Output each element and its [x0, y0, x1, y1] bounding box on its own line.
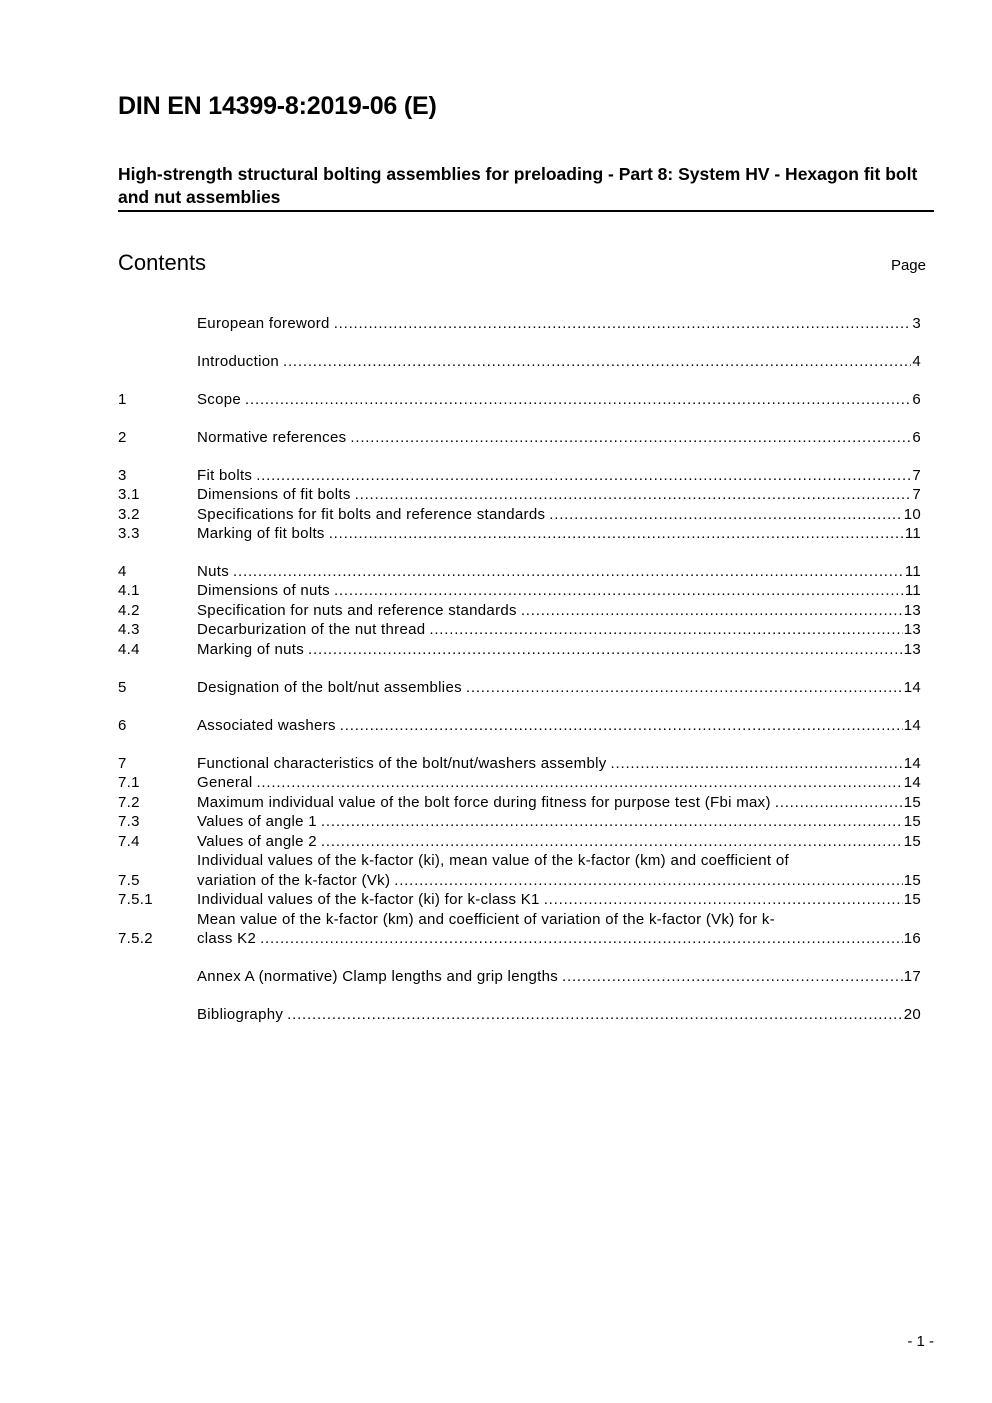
toc-entry-number: 1 — [118, 390, 127, 408]
dot-leader — [256, 466, 911, 486]
toc-entry-page: 11 — [904, 582, 921, 600]
toc-entry[interactable] — [118, 890, 921, 910]
toc-entry-page: 10 — [903, 505, 921, 523]
toc-entry-number: 4 — [118, 562, 127, 580]
toc-entry-title: Specifications for fit bolts and reference standards — [197, 505, 546, 523]
toc-group — [118, 678, 921, 698]
toc-entry-number: 7.3 — [118, 813, 140, 831]
toc-group — [118, 754, 921, 949]
dot-leader — [260, 929, 903, 949]
toc-group — [118, 1005, 921, 1025]
toc-entry-page: 3 — [912, 315, 921, 332]
toc-group — [118, 562, 921, 660]
toc-entry-title: Designation of the bolt/nut assemblies — [197, 678, 462, 696]
toc-entry-number: 3.1 — [118, 486, 140, 504]
toc-entry[interactable] — [118, 581, 921, 601]
toc-entry[interactable] — [118, 524, 921, 544]
toc-entry[interactable] — [118, 851, 921, 890]
toc-entry-title: Fit bolts — [197, 466, 253, 484]
toc-entry-title: Functional characteristics of the bolt/nut/washers assembly — [197, 754, 607, 772]
toc-entry-title: Values of angle 1 — [197, 813, 317, 831]
dot-leader — [521, 601, 903, 621]
toc-entry-number: 3.2 — [118, 505, 140, 523]
toc-entry-page: 14 — [903, 716, 921, 734]
toc-entry-number: 4.1 — [118, 582, 140, 600]
toc-entry-number: 6 — [118, 716, 127, 734]
toc-entry-number: 7.5.2 — [118, 930, 153, 948]
toc-entry-page: 14 — [903, 774, 921, 792]
toc-entry[interactable] — [118, 793, 921, 813]
toc-entry-page: 15 — [903, 813, 921, 831]
toc-entry[interactable] — [118, 390, 921, 410]
toc-group — [118, 967, 921, 987]
toc-group — [118, 352, 921, 372]
toc-entry-page: 13 — [903, 621, 921, 639]
toc-entry[interactable] — [118, 754, 921, 774]
toc-group — [118, 428, 921, 448]
toc-entry-title: Bibliography — [197, 1005, 284, 1023]
toc-entry-page: 13 — [903, 640, 921, 658]
toc-entry-number: 4.4 — [118, 640, 140, 658]
toc-entry[interactable] — [118, 967, 921, 987]
toc-entry[interactable] — [118, 1005, 921, 1025]
toc-entry[interactable] — [118, 428, 921, 448]
toc-entry-number: 7.5.1 — [118, 891, 153, 909]
toc-entry-title-continuation: class K2 — [197, 930, 257, 948]
toc-entry-title: European foreword — [197, 315, 330, 332]
toc-entry-page: 6 — [912, 390, 921, 408]
toc-entry-number: 7.1 — [118, 774, 140, 792]
toc-entry[interactable] — [118, 832, 921, 852]
toc-entry-number: 2 — [118, 428, 127, 446]
toc-entry[interactable] — [118, 466, 921, 486]
toc-entry-page: 4 — [912, 352, 921, 370]
table-of-contents — [118, 314, 921, 1043]
toc-group — [118, 390, 921, 410]
toc-entry-page: 14 — [903, 754, 921, 772]
toc-entry-page: 20 — [903, 1005, 921, 1023]
toc-entry-title: Decarburization of the nut thread — [197, 621, 426, 639]
toc-entry-number: 7.5 — [118, 871, 140, 889]
toc-entry[interactable] — [118, 601, 921, 621]
toc-entry-title: Scope — [197, 390, 242, 408]
document-identifier: DIN EN 14399-8:2019-06 (E) — [118, 92, 437, 120]
dot-leader — [611, 754, 903, 774]
dot-leader — [283, 352, 911, 372]
toc-entry[interactable] — [118, 352, 921, 372]
page-column-label: Page — [890, 257, 926, 274]
toc-entry-title: Marking of fit bolts — [197, 525, 325, 543]
toc-entry[interactable] — [118, 505, 921, 525]
toc-group — [118, 314, 921, 334]
dot-leader — [321, 832, 903, 852]
toc-entry-number: 3.3 — [118, 525, 140, 543]
toc-entry-page: 16 — [903, 930, 921, 948]
toc-entry-title: Marking of nuts — [197, 640, 305, 658]
toc-entry[interactable] — [118, 314, 921, 334]
toc-entry-number: 3 — [118, 466, 127, 484]
toc-entry-page: 7 — [912, 486, 921, 504]
toc-entry[interactable] — [118, 910, 921, 949]
toc-entry-page: 15 — [903, 793, 921, 811]
dot-leader — [233, 562, 904, 582]
toc-entry-title-continuation: variation of the k-factor (Vk) — [197, 871, 391, 889]
toc-entry-title: Associated washers — [197, 716, 336, 734]
dot-leader — [466, 678, 903, 698]
toc-entry-page: 15 — [903, 891, 921, 909]
toc-entry-title: Mean value of the k-factor (km) and coefficient of variation of the k-factor (Vk) for k- — [197, 910, 776, 928]
toc-entry-title: Specification for nuts and reference standards — [197, 601, 517, 619]
contents-heading: Contents — [118, 250, 207, 275]
toc-entry-page: 6 — [912, 428, 921, 446]
dot-leader — [562, 967, 903, 987]
dot-leader — [340, 716, 903, 736]
toc-entry-title: Annex A (normative) Clamp lengths and grip lengths — [197, 968, 559, 986]
toc-entry-title: Nuts — [197, 562, 230, 580]
dot-leader — [429, 620, 902, 640]
dot-leader — [775, 793, 903, 813]
toc-entry-page: 11 — [904, 525, 921, 543]
toc-entry-title: Maximum individual value of the bolt force during fitness for purpose test (Fbi max) — [197, 793, 771, 811]
toc-entry-number: 4.3 — [118, 621, 140, 639]
toc-entry-number: 4.2 — [118, 601, 140, 619]
toc-entry-title: Individual values of the k-factor (ki) for k-class K1 — [197, 891, 540, 909]
toc-entry-number: 7.4 — [118, 832, 140, 850]
dot-leader — [308, 640, 903, 660]
toc-entry-number: 7 — [118, 754, 127, 772]
toc-entry[interactable] — [118, 485, 921, 505]
toc-entry-title: Normative references — [197, 428, 347, 446]
dot-leader — [350, 428, 911, 448]
toc-group — [118, 466, 921, 544]
toc-entry[interactable] — [118, 562, 921, 582]
toc-entry[interactable] — [118, 678, 921, 698]
dot-leader — [549, 505, 902, 525]
toc-entry-title: Individual values of the k-factor (ki), mean value of the k-factor (km) and coefficient of — [197, 852, 789, 870]
dot-leader — [544, 890, 903, 910]
toc-entry-title: Introduction — [197, 352, 279, 370]
toc-entry-page: 15 — [903, 832, 921, 850]
toc-entry-number: 7.2 — [118, 793, 140, 811]
toc-entry-title: Dimensions of nuts — [197, 582, 330, 600]
toc-entry[interactable] — [118, 640, 921, 660]
toc-entry-title: General — [197, 774, 253, 792]
dot-leader — [321, 812, 903, 832]
dot-leader — [256, 773, 902, 793]
toc-entry[interactable] — [118, 620, 921, 640]
toc-entry-page: 15 — [903, 871, 921, 889]
title-divider — [118, 210, 934, 212]
dot-leader — [245, 390, 911, 410]
dot-leader — [287, 1005, 903, 1025]
toc-entry-page: 7 — [912, 466, 921, 484]
dot-leader — [394, 871, 902, 891]
toc-entry[interactable] — [118, 812, 921, 832]
toc-entry-page: 14 — [903, 678, 921, 696]
dot-leader — [355, 485, 912, 505]
toc-entry[interactable] — [118, 716, 921, 736]
toc-entry-title: Dimensions of fit bolts — [197, 486, 351, 504]
document-title: High-strength structural bolting assemblies for preloading - Part 8: System HV - Hexagon fit bolt and nut assemblies — [118, 164, 918, 207]
toc-entry-page: 17 — [903, 968, 921, 986]
toc-entry-page: 11 — [904, 562, 921, 580]
footer-page-number: - 1 - — [907, 1333, 934, 1350]
dot-leader — [334, 581, 904, 601]
toc-entry[interactable] — [118, 773, 921, 793]
toc-entry-title: Values of angle 2 — [197, 832, 317, 850]
toc-entry-number: 5 — [118, 678, 127, 696]
dot-leader — [329, 524, 904, 544]
dot-leader — [334, 314, 912, 334]
toc-entry-page: 13 — [903, 601, 921, 619]
toc-group — [118, 716, 921, 736]
